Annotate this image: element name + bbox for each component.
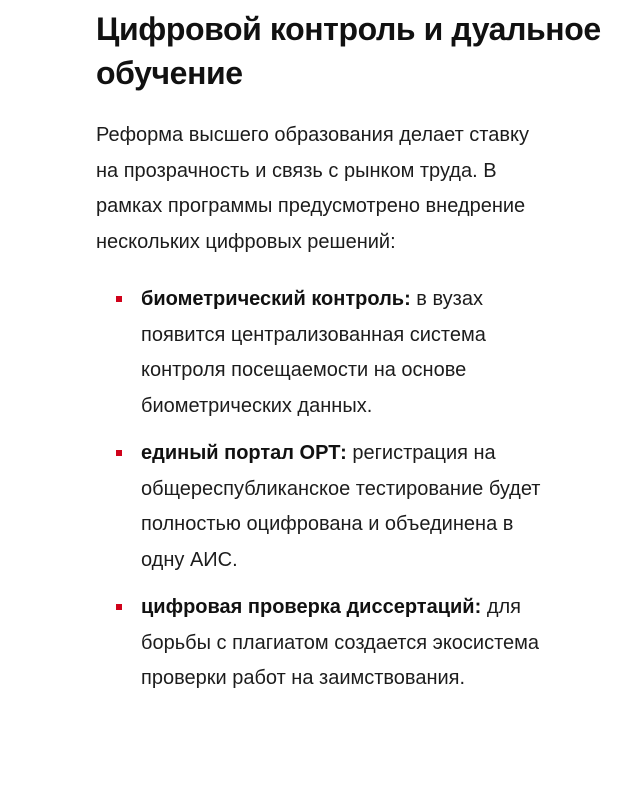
article-intro: Реформа высшего образования делает ставку на прозрачность и связь с рынком труда. В рамках программы предусмотрено внедрение нескольких цифровых решений: — [96, 124, 529, 253]
square-bullet-icon — [116, 604, 122, 610]
list-item-term: единый портал ОРТ: — [141, 442, 347, 464]
list-item-term: цифровая проверка диссертаций: — [141, 596, 482, 618]
list-item — [96, 282, 556, 424]
square-bullet-icon — [116, 296, 122, 302]
article — [96, 0, 616, 709]
list-item-term: биометрический контроль: — [141, 288, 411, 310]
article-title: Цифровой контроль и дуальное обучение — [96, 11, 601, 91]
list-item — [96, 436, 556, 578]
list-item-text: для борьбы с плагиатом создается экосистема проверки работ на заимствования. — [141, 596, 540, 689]
list-item-text: в вузах появится централизованная система контроля посещаемости на основе биометрических данных. — [141, 288, 486, 417]
list-item — [96, 590, 556, 697]
square-bullet-icon — [116, 450, 122, 456]
solutions-list — [96, 282, 616, 697]
list-item-text: регистрация на общереспубликанское тестирование будет полностью оцифрована и объединена в одну АИС. — [141, 442, 541, 571]
